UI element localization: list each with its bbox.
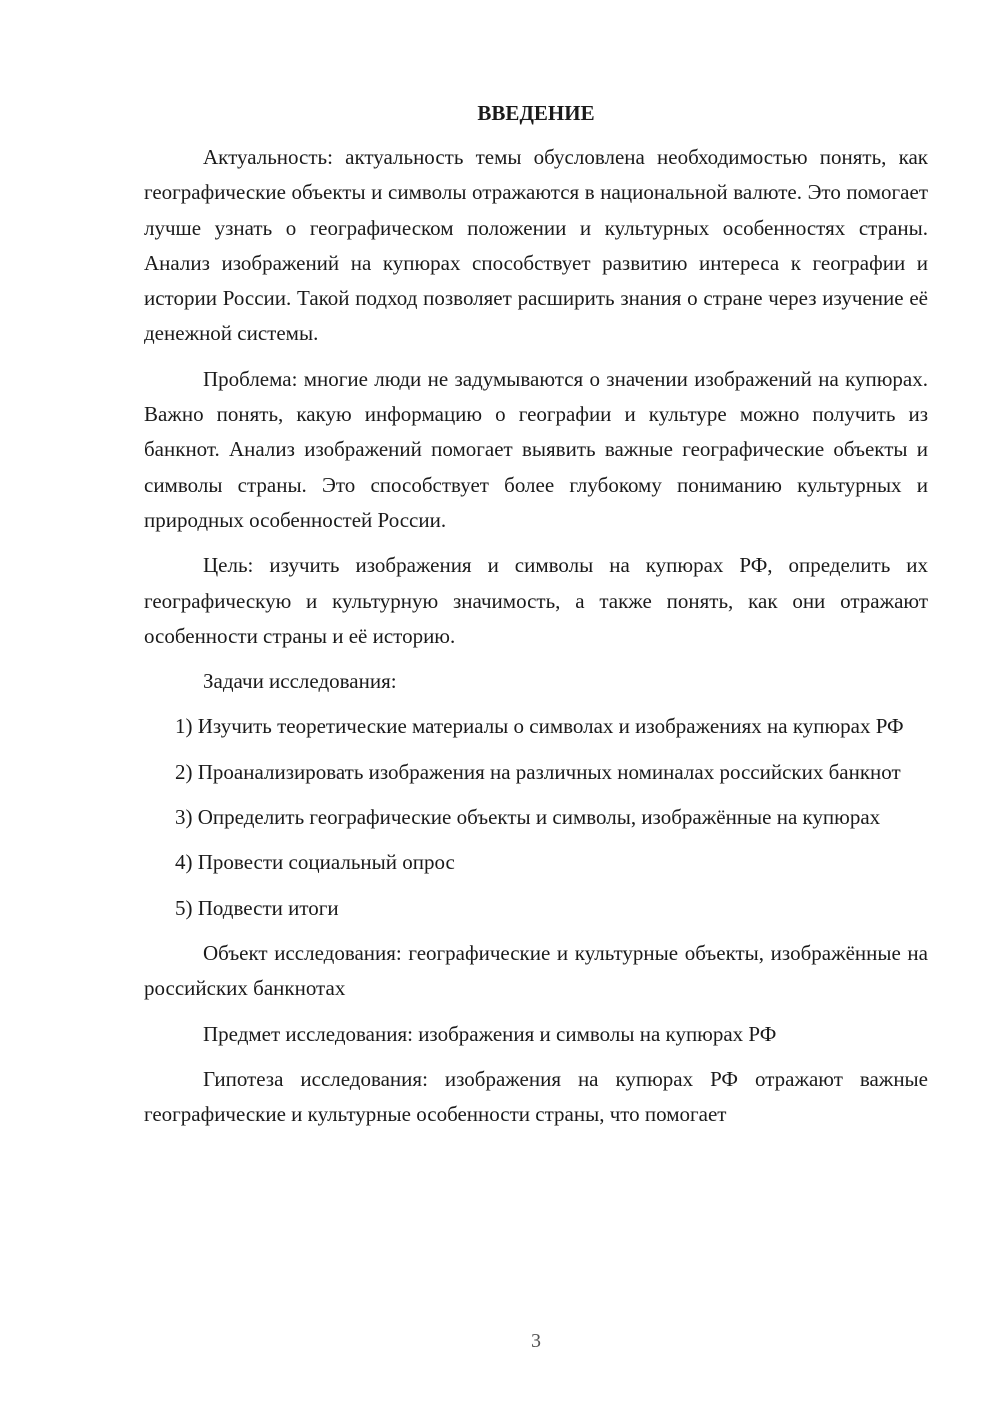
relevance-paragraph: Актуальность: актуальность темы обусловлена необходимостью понять, как географические объекты и символы отражаются в национальной валюте. Это помогает лучше узнать о географическом положении и культурных особенностях страны. Анализ изображений на купюрах способствует развитию интереса к географии и истории России. Такой подход позволяет расширить знания о стране через изучение её денежной системы. (144, 145, 928, 346)
hypothesis-paragraph: Гипотеза исследования: изображения на купюрах РФ отражают важные географические и культурные особенности страны, что помогает (144, 1066, 928, 1127)
task-item: 2) Проанализировать изображения на различных номиналах российских банкнот (175, 759, 901, 784)
problem-paragraph: Проблема: многие люди не задумываются о значении изображений на купюрах. Важно понять, какую информацию о географии и культуре можно получить из банкнот. Анализ изображений помогает выявить важные географические объекты и символы страны. Это способствует более глубокому пониманию культурных и природных особенностей России. (144, 366, 928, 532)
tasks-heading: Задачи исследования: (203, 669, 397, 694)
page-title: ВВЕДЕНИЕ (477, 101, 595, 125)
page-content (144, 96, 928, 1142)
goal-paragraph: Цель: изучить изображения и символы на купюрах РФ, определить их географическую и культурную значимость, а также понять, как они отражают особенности страны и её историю. (144, 553, 928, 648)
task-item: 5) Подвести итоги (175, 895, 339, 920)
page-number: 3 (531, 1330, 541, 1352)
object-paragraph: Объект исследования: географические и культурные объекты, изображённые на российских банкнотах (144, 940, 928, 1001)
task-item: 4) Провести социальный опрос (175, 850, 455, 875)
task-item: 1) Изучить теоретические материалы о символах и изображениях на купюрах РФ (175, 714, 904, 739)
task-item: 3) Определить географические объекты и символы, изображённые на купюрах (175, 805, 881, 830)
subject-paragraph: Предмет исследования: изображения и символы на купюрах РФ (203, 1021, 777, 1046)
